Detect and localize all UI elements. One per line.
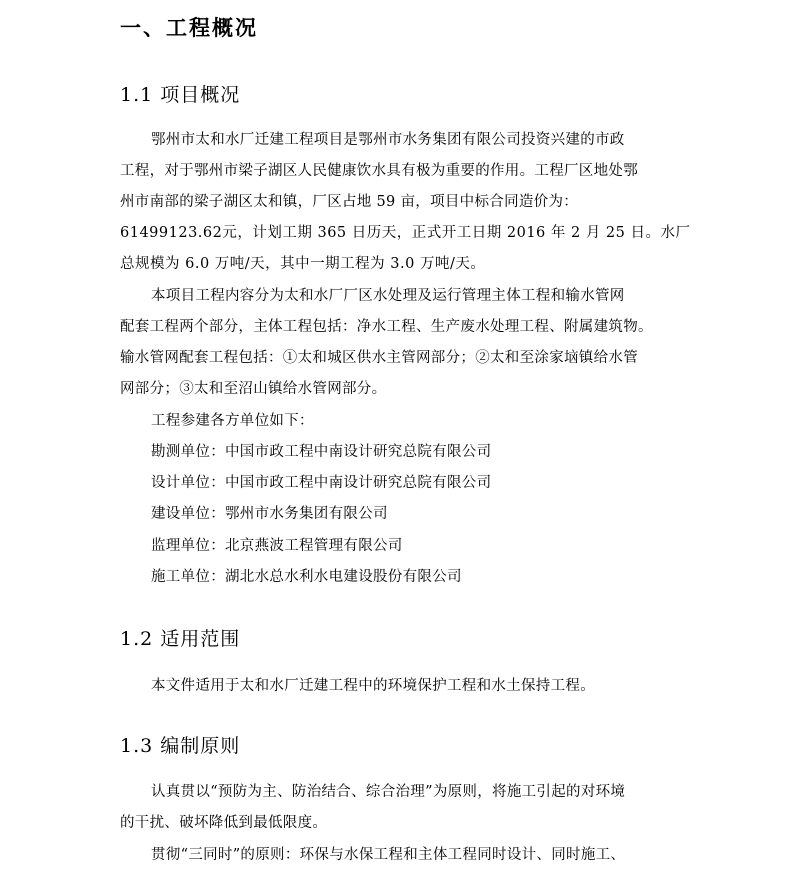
- paragraph-line: 本项目工程内容分为太和水厂厂区水处理及运行管理主体工程和输水管网: [151, 288, 625, 304]
- paragraph-line: 工程，对于鄂州市梁子湖区人民健康饮水具有极为重要的作用。工程厂区地处鄂: [120, 163, 638, 179]
- paragraph-line: 的干扰、破坏降低到最低限度。: [120, 815, 328, 831]
- party-construction: 施工单位：湖北水总水利水电建设股份有限公司: [151, 569, 462, 585]
- section-1-1-title: 1.1 项目概况: [120, 84, 241, 106]
- paragraph-line: 州市南部的梁子湖区太和镇，厂区占地 59 亩，项目中标合同造价为：: [120, 194, 579, 210]
- party-supervision: 监理单位：北京燕波工程管理有限公司: [151, 538, 403, 554]
- section-1-3-title: 1.3 编制原则: [120, 735, 241, 757]
- parties-intro: 工程参建各方单位如下：: [151, 413, 314, 429]
- paragraph-line: 输水管网配套工程包括：①太和城区供水主管网部分；②太和至涂家垴镇给水管: [120, 350, 638, 366]
- paragraph-line: 贯彻“三同时”的原则：环保与水保工程和主体工程同时设计、同时施工、: [151, 847, 626, 863]
- paragraph-line: 61499123.62元，计划工期 365 日历天，正式开工日期 2016 年 2 月 25 日。水厂: [120, 225, 691, 241]
- party-survey: 勘测单位：中国市政工程中南设计研究总院有限公司: [151, 444, 492, 460]
- party-owner: 建设单位：鄂州市水务集团有限公司: [151, 506, 388, 522]
- scope-paragraph: 本文件适用于太和水厂迁建工程中的环境保护工程和水土保持工程。: [151, 678, 595, 694]
- party-design: 设计单位：中国市政工程中南设计研究总院有限公司: [151, 475, 492, 491]
- paragraph-line: 网部分；③太和至沼山镇给水管网部分。: [120, 381, 387, 397]
- section-1-2-title: 1.2 适用范围: [120, 628, 241, 650]
- paragraph-line: 总规模为 6.0 万吨/天，其中一期工程为 3.0 万吨/天。: [120, 256, 486, 272]
- chapter-heading: 一、工程概况: [120, 16, 258, 40]
- paragraph-line: 配套工程两个部分，主体工程包括：净水工程、生产废水处理工程、附属建筑物。: [120, 319, 653, 335]
- paragraph-line: 认真贯以“预防为主、防治结合、综合治理”为原则，将施工引起的对环境: [151, 784, 626, 800]
- paragraph-line: 鄂州市太和水厂迁建工程项目是鄂州市水务集团有限公司投资兴建的市政: [151, 132, 625, 148]
